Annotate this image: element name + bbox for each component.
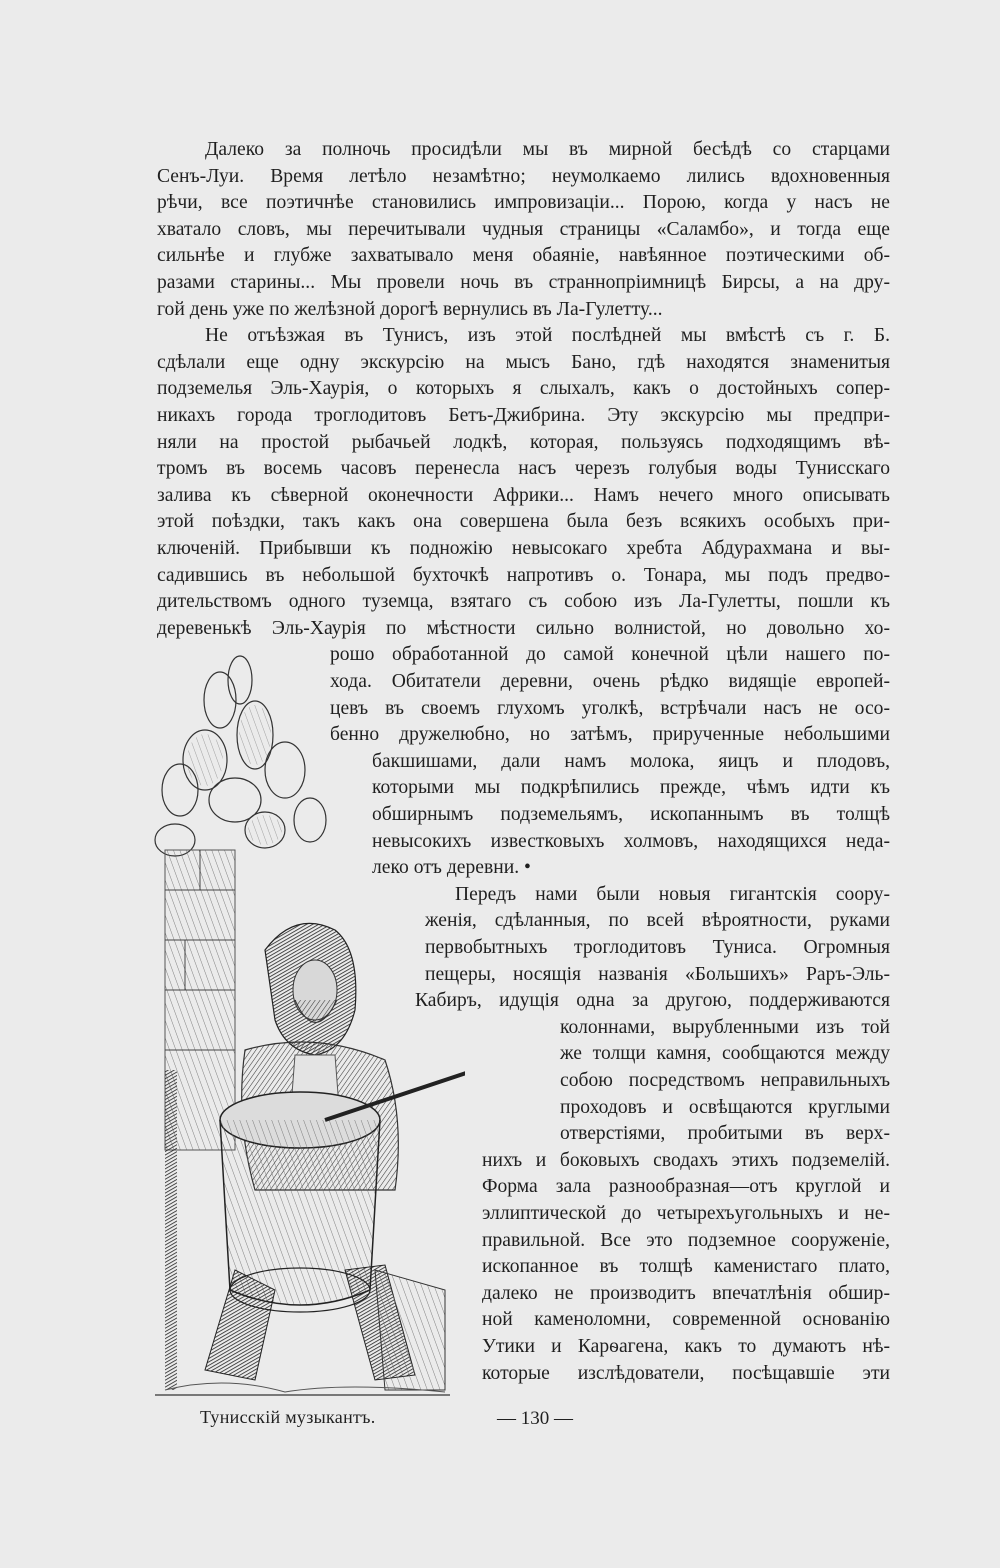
text-line: никахъ города троглодитовъ Бетъ-Джибрина. Эту экскурсію мы предпри- [157, 405, 890, 426]
text-line: далеко не производитъ впечатлѣнія обшир- [482, 1282, 890, 1304]
text-line: же толщи камня, сообщаются между [560, 1043, 890, 1065]
text-line: Утики и Карѳагена, какъ то думаютъ нѣ- [482, 1336, 890, 1357]
illustration-caption: Тунисскій музыкантъ. [200, 1407, 376, 1427]
text-line: тромъ въ восемь часовъ перенесла насъ черезъ голубыя воды Тунисскаго [157, 458, 890, 480]
text-line: женія, сдѣланныя, по всей вѣроятности, руками [425, 910, 890, 932]
text-line: ной каменоломни, современной основанію [482, 1309, 890, 1331]
text-line: залива къ сѣверной оконечности Африки... Намъ нечего много описывать [157, 484, 890, 506]
text-line: невысокихъ известковыхъ холмовъ, находящихся неда- [372, 830, 890, 852]
text-line: ключеній. Прибывши къ подножію невысокаго хребта Абдурахмана и вы- [157, 538, 890, 559]
text-line: первобытныхъ троглодитовъ Туниса. Огромныя [425, 937, 890, 958]
text-line: Кабиръ, идущія одна за другою, поддерживаются [415, 990, 890, 1012]
text-line: деревенькѣ Эль-Хаурія по мѣстности сильно волнистой, но довольно хо- [157, 617, 890, 639]
text-line: цевъ въ своемъ глухомъ уголкѣ, встрѣчали насъ не осо- [330, 697, 890, 719]
text-line: няли на простой рыбачьей лодкѣ, которая, пользуясь подходящимъ вѣ- [157, 431, 890, 453]
text-line: разами старины... Мы провели ночь въ страннопріимницѣ Бирсы, а на дру- [157, 272, 890, 293]
text-line: рошо обработанной до самой конечной цѣли нашего по- [330, 644, 890, 666]
text-line: проходовъ и освѣщаются круглыми [560, 1096, 890, 1118]
text-line: сдѣлали еще одну экскурсію на мысъ Бано, гдѣ находятся знаменитыя [157, 351, 890, 373]
text-line: гой день уже по желѣзной дорогѣ вернулись въ Ла-Гулетту... [157, 298, 663, 320]
text-line: обширнымъ подземельямъ, ископаннымъ въ толщѣ [372, 804, 890, 825]
text-line: этой поѣздки, такъ какъ она совершена была безъ всякихъ особыхъ при- [157, 511, 890, 533]
text-line: Далеко за полночь просидѣли мы въ мирной бесѣдѣ со старцами [205, 139, 890, 160]
text-line: Не отъѣзжая въ Тунисъ, изъ этой послѣдней мы вмѣстѣ съ г. Б. [205, 325, 890, 347]
text-line: которые изслѣдователи, посѣщавшіе эти [482, 1362, 890, 1384]
text-line: которыми мы подкрѣпились прежде, чѣмъ идти къ [372, 777, 890, 799]
text-line: ископанное въ толщѣ каменистаго плато, [482, 1256, 890, 1278]
page-number: — 130 — [497, 1408, 573, 1429]
text-line: сильнѣе и глубже захватывало меня обаяніе, навѣянное поэтическими об- [157, 245, 890, 267]
text-line: Передъ нами были новыя гигантскія соору- [455, 883, 890, 905]
text-line: подземелья Эль-Хаурія, о которыхъ я слыхалъ, какъ о достойныхъ сопер- [157, 378, 890, 400]
text-line: садившись въ небольшой бухточкѣ напротивъ о. Тонара, мы подъ предво- [157, 564, 890, 586]
text-line: рѣчи, все поэтичнѣе становились импровизаціи... Порою, когда у насъ не [157, 192, 890, 214]
text-line: Сенъ-Луи. Время летѣло незамѣтно; неумолкаемо лились вдохновенныя [157, 165, 890, 187]
text-line: пещеры, носящія названія «Большихъ» Раръ-Эль- [425, 963, 890, 985]
text-line: дительствомъ одного туземца, взятаго съ собою изъ Ла-Гулетты, пошли къ [157, 591, 890, 613]
text-line: правильной. Все это подземное сооруженіе, [482, 1229, 890, 1251]
text-line: собою посредствомъ неправильныхъ [560, 1070, 890, 1091]
text-line: хватало словъ, мы перечитывали чудныя страницы «Саламбо», и тогда еще [157, 218, 890, 240]
text-line: колоннами, вырубленными изъ той [560, 1016, 890, 1038]
text-line: бенно дружелюбно, но затѣмъ, прирученные небольшими [330, 724, 890, 746]
text-line: эллиптической до четырехъугольныхъ и не- [482, 1203, 890, 1224]
text-line: бакшишами, дали намъ молока, яицъ и плодовъ, [372, 750, 890, 772]
text-line: хода. Обитатели деревни, очень рѣдко видящіе европей- [330, 671, 890, 692]
text-line: отверстіями, пробитыми въ верх- [560, 1123, 890, 1145]
text-line: леко отъ деревни. • [372, 857, 531, 879]
text-line: нихъ и боковыхъ сводахъ этихъ подземелій. [482, 1149, 890, 1171]
text-line: Форма зала разнообразная—отъ круглой и [482, 1176, 890, 1198]
